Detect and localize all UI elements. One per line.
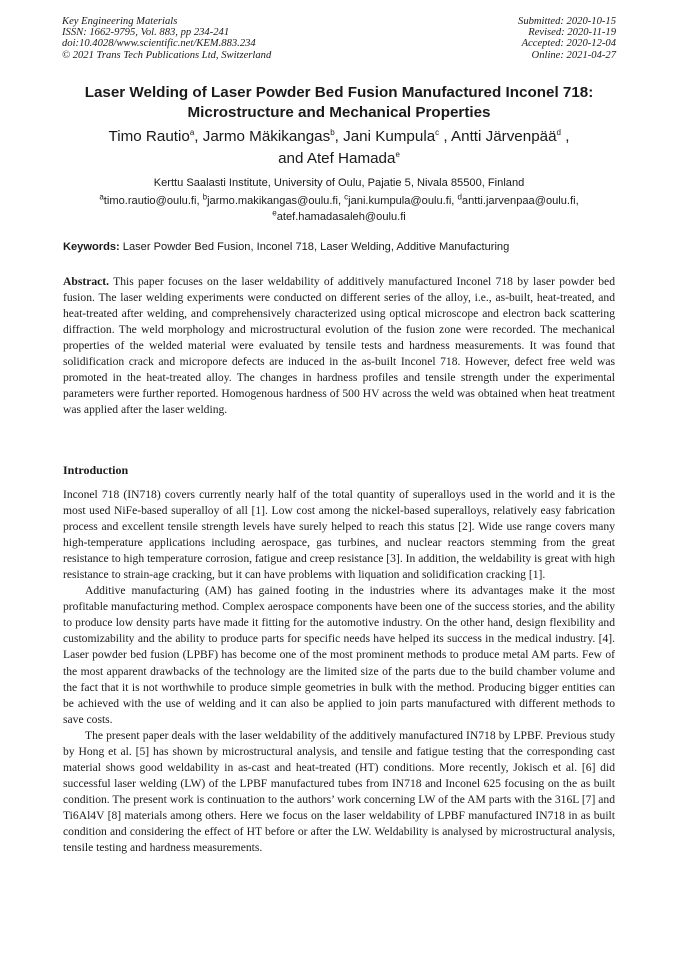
accepted-date: Accepted: 2020-12-04 <box>521 38 616 50</box>
author-sup: e <box>395 149 400 159</box>
journal-info <box>62 16 271 61</box>
abstract <box>63 274 615 418</box>
email-sup: d <box>457 192 462 202</box>
title-line-2: Microstructure and Mechanical Properties <box>187 104 491 121</box>
email-sup: c <box>344 192 349 202</box>
author-sup: d <box>556 127 561 137</box>
author-separator: , <box>194 128 203 145</box>
author-name: Atef Hamada <box>306 150 396 167</box>
paragraph: Inconel 718 (IN718) covers currently nearly half of the total quantity of superalloys used in the world and it is the most used NiFe-based superalloy of all [1]. Low cost among the nickel-based superalloys, relatively easy fabrication process and excellent tensile strength levels have surely helped to reach this status [2]. Wide use range covers many high-temperature applications including aerospace, gas turbines, and nuclear reactors stemming from the great resistance to high temperature corrosion, fatigue and creep resistance [3]. In addition, the weldability is great with high resistance to strain-age cracking, but it can have problems with liquation and solidification cracking [1]. <box>63 488 615 582</box>
email-sup: a <box>99 192 104 202</box>
author-sup: a <box>189 127 195 137</box>
email-link[interactable]: atef.hamadasaleh@oulu.fi <box>276 210 406 223</box>
author-sup: c <box>435 127 440 137</box>
authors-line-2 <box>40 148 638 170</box>
paragraph: The present paper deals with the laser weldability of the additively manufactured IN718 by LPBF. Previous study by Hong et al. [5] has shown by microstructural analysis, and tensile and fatigue testing that the corresponding cast material shows good weldability in as-cast and heat-treated (HT) conditions. More recently, Jokisch et al. [6] did successful laser welding (LW) of the LPBF manufactured tubes from IN718 and Inconel 625 focusing on the as built condition. The present work is continuation to the authors’ work concerning LW of the AM parts with the 316L [7] and Ti6Al4V [8] materials among others. Here we focus on the laser weldability of LPBF manufactured IN718 in as built condition and considering the effect of HT before or after the LW. Weldability is analysed by microstructural analysis, tensile testing and hardness measurements. <box>63 728 615 855</box>
author-and: and <box>278 150 307 167</box>
author-name: Jani Kumpula <box>343 128 436 145</box>
author-emails <box>40 194 638 225</box>
emails-line-1: $^a$timo.rautio@oulu.fi, $^b$jarmo.makikangas@oulu.fi, $^c$jani.kumpula@oulu.fi, $^d$antti.jarvenpaa@oulu.fi, <box>99 192 579 207</box>
email-link[interactable]: timo.rautio@oulu.fi <box>103 195 197 207</box>
author-separator: , <box>443 128 451 145</box>
online-date: Online: 2021-04-27 <box>531 49 616 61</box>
revised-date: Revised: 2020-11-19 <box>528 27 616 39</box>
issn-line: ISSN: 1662-9795, Vol. 883, pp 234-241 <box>62 27 230 39</box>
copyright-line: © 2021 Trans Tech Publications Ltd, Switzerland <box>62 49 272 61</box>
submitted-date: Submitted: 2020-10-15 <box>518 16 616 27</box>
affiliation: Kerttu Saalasti Institute, University of Oulu, Pajatie 5, Nivala 85500, Finland <box>153 177 525 189</box>
doi-line: doi:10.4028/www.scientific.net/KEM.883.234 <box>62 38 256 50</box>
email-sup: e <box>272 207 277 217</box>
abstract-text: This paper focuses on the laser weldability of additively manufactured Inconel 718 by laser powder bed fusion. The laser welding experiments were conducted on different series of the alloy, i.e., as-built, heat-treated, and heat-treated after welding, and comprehensively characterized using optical microscope and electron back scattering diffraction. The weld morphology and microstructural evolution of the fusion zone were recorded. The mechanical properties of the welded material were evaluated by tensile tests and hardness measurements. It was found that solidification crack and micropore defects are induced in the as-built Inconel 718. However, defect free weld was promoted in the heat-treated alloy. The changes in hardness profiles and tensile strength under the experimental parameters were further reported. Homogenous hardness of 500 HV across the weld was obtained when heat treatment was applied after the laser welding. <box>63 275 615 417</box>
journal-name: Key Engineering Materials <box>62 16 178 27</box>
keywords-label: Keywords: <box>63 241 120 253</box>
author-name: Jarmo Mäkikangas <box>202 128 331 145</box>
author-list <box>40 126 638 170</box>
keywords-text: Laser Powder Bed Fusion, Inconel 718, Laser Welding, Additive Manufacturing <box>119 241 510 253</box>
author-separator: , <box>334 128 344 145</box>
abstract-label: Abstract. <box>63 275 110 288</box>
emails-line-2 <box>40 207 638 226</box>
email-link[interactable]: jarmo.makikangas@oulu.fi <box>207 195 338 207</box>
email-sup: b <box>202 192 208 202</box>
email-link[interactable]: jani.kumpula@oulu.fi <box>348 195 452 207</box>
introduction-heading: Introduction <box>63 463 129 477</box>
author-sup: b <box>330 127 335 137</box>
paragraph: Additive manufacturing (AM) has gained footing in the industries where its advantages make it the most profitable manufacturing method. Complex aerospace components have been one of the success stories, and the ability to produce low density parts have made it fitting for the automotive industry. On the other hand, design flexibility and customizability and the ability to produce parts for specific needs have helped its success in the medical industry. [4]. Laser powder bed fusion (LPBF) has become one of the most prominent methods to produce metal AM parts. Few of the most apparent drawbacks of the technology are the limited size of the parts due to the build chamber volume and the fact that it is not worthwhile to produce simple geometries in bulk with the method. Producing bigger entities can be achieved with the use of welding and it can also be applied to join parts manufactured with different methods to save costs. <box>63 584 615 726</box>
authors-line-1: Timo Rautio$^a$, Jarmo Mäkikangas$^b$, Jani Kumpula$^c$ , Antti Järvenpää$^d$ , <box>108 127 570 145</box>
author-name: Antti Järvenpää <box>451 128 557 145</box>
submission-dates <box>518 16 616 61</box>
author-name: Timo Rautio <box>108 128 190 145</box>
email-link[interactable]: antti.jarvenpaa@oulu.fi <box>461 195 576 207</box>
introduction-body <box>63 487 615 856</box>
paper-title <box>40 83 638 123</box>
title-line-1: Laser Welding of Laser Powder Bed Fusion Manufactured Inconel 718: <box>84 84 594 101</box>
keywords <box>63 240 623 254</box>
